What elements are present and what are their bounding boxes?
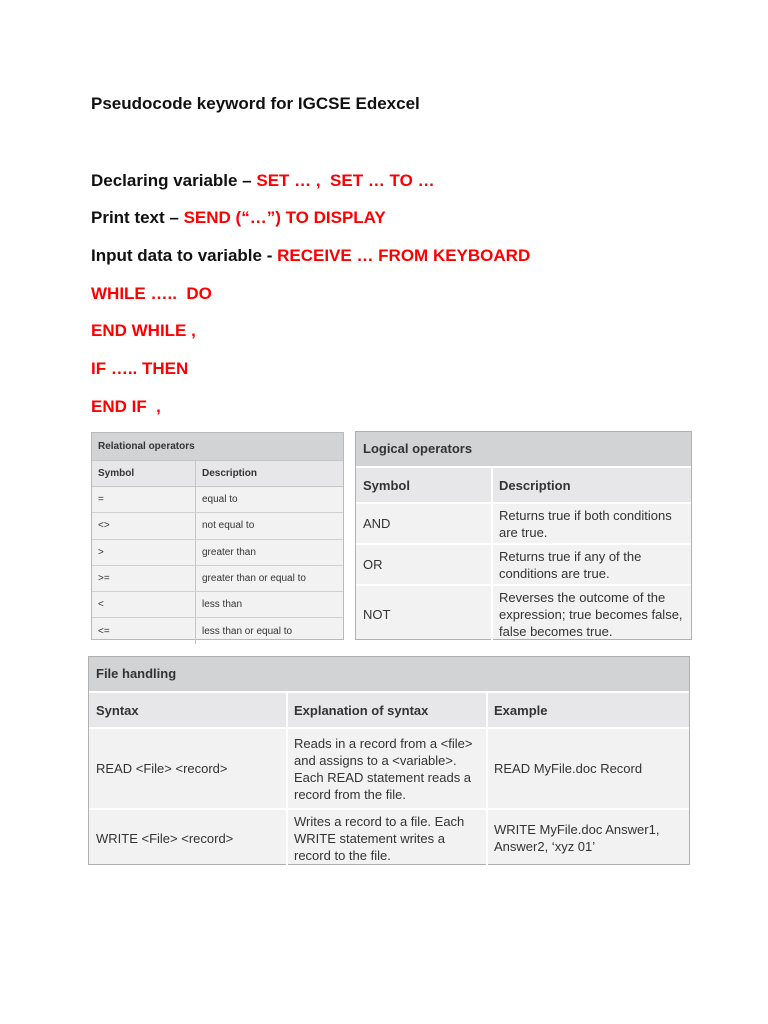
- description-cell: less than: [202, 599, 243, 611]
- description-cell: not equal to: [202, 520, 255, 532]
- table-header-row: [356, 466, 691, 504]
- symbol-cell: <>: [92, 513, 196, 538]
- line-keyword: SET … , SET … TO …: [256, 171, 435, 190]
- table-row: [92, 618, 343, 643]
- file-handling-table: [88, 656, 690, 865]
- description-cell: Returns true if any of the conditions are true.: [499, 548, 642, 581]
- table-title: Relational operators: [92, 433, 343, 460]
- symbol-cell: <=: [92, 618, 196, 643]
- page-title: Pseudocode keyword for IGCSE Edexcel: [91, 94, 420, 113]
- input-data-line: [91, 246, 530, 266]
- symbol-cell: NOT: [356, 586, 493, 643]
- logical-operators-table: [355, 431, 692, 640]
- table-title: Logical operators: [356, 432, 691, 466]
- explanation-cell: Reads in a record from a <file> and assigns to a <variable>. Each READ statement reads a record from the file.: [288, 729, 488, 808]
- description-cell: equal to: [202, 494, 238, 506]
- syntax-cell: WRITE <File> <record>: [89, 810, 288, 866]
- description-cell: greater than or equal to: [202, 573, 306, 585]
- description-cell: less than or equal to: [202, 625, 293, 637]
- column-header: Description: [499, 477, 571, 493]
- symbol-cell: OR: [356, 545, 493, 584]
- symbol-cell: <: [92, 592, 196, 617]
- declaring-variable-line: [91, 171, 435, 191]
- column-header: Symbol: [92, 461, 196, 486]
- line-label: Declaring variable –: [91, 171, 257, 190]
- symbol-cell: AND: [356, 504, 493, 543]
- column-header: Description: [202, 468, 258, 479]
- column-header: Syntax: [89, 693, 288, 727]
- table-row: [92, 513, 343, 539]
- table-header-row: [89, 691, 689, 729]
- example-cell: WRITE MyFile.doc Answer1, Answer2, ‘xyz 01’: [494, 822, 660, 854]
- line-label: Print text –: [91, 208, 184, 227]
- symbol-cell: =: [92, 487, 196, 512]
- example-cell: READ MyFile.doc Record: [494, 761, 643, 776]
- line-label: Input data to variable -: [91, 246, 278, 265]
- table-row: [356, 545, 691, 586]
- print-text-line: [91, 208, 386, 228]
- relational-operators-table: [91, 432, 344, 640]
- end-if-line: END IF ,: [91, 397, 161, 416]
- table-row: [356, 504, 691, 545]
- table-row: [92, 540, 343, 566]
- description-cell: Returns true if both conditions are true.: [499, 507, 672, 540]
- table-row: [92, 592, 343, 618]
- description-cell: greater than: [202, 546, 256, 558]
- column-header: Example: [494, 702, 548, 718]
- if-line: IF ….. THEN: [91, 359, 189, 378]
- table-row: [89, 729, 689, 810]
- column-header: Explanation of syntax: [288, 693, 488, 727]
- column-header: Symbol: [356, 468, 493, 502]
- end-while-line: END WHILE ,: [91, 321, 196, 340]
- table-header-row: [92, 460, 343, 487]
- description-cell: Reverses the outcome of the expression; true becomes false, false becomes true.: [499, 590, 683, 639]
- table-title: File handling: [89, 657, 689, 691]
- symbol-cell: >: [92, 540, 196, 565]
- table-row: [92, 487, 343, 513]
- symbol-cell: >=: [92, 566, 196, 591]
- line-keyword: SEND (“…”) TO DISPLAY: [183, 208, 386, 227]
- while-line: WHILE ….. DO: [91, 284, 212, 303]
- explanation-cell: Writes a record to a file. Each WRITE statement writes a record to the file.: [288, 810, 488, 866]
- line-keyword: RECEIVE … FROM KEYBOARD: [277, 246, 531, 265]
- table-row: [92, 566, 343, 592]
- syntax-cell: READ <File> <record>: [89, 729, 288, 808]
- table-row: [356, 586, 691, 643]
- table-row: [89, 810, 689, 866]
